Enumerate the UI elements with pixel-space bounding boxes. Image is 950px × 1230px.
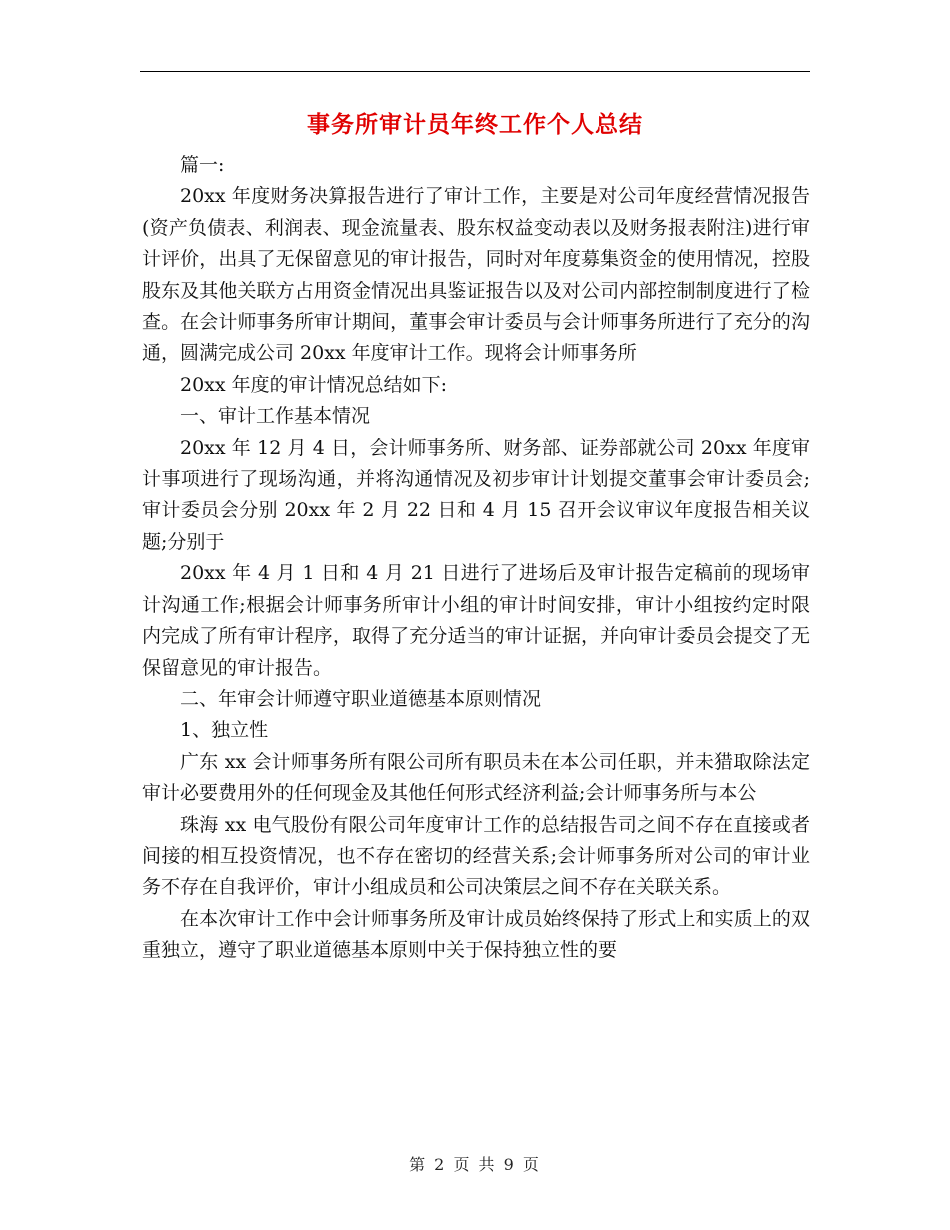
document-title: 事务所审计员年终工作个人总结 (307, 111, 643, 138)
paragraph-independence-2: 珠海 xx 电气股份有限公司年度审计工作的总结报告司之间不存在直接或者间接的相互投资情况，也不存在密切的经营关系;会计师事务所对公司的审计业务不存在自我评价，审计小组成员和公司决策层之间不存在关联关系。 (142, 813, 810, 899)
paragraph-independence-1: 广东 xx 会计师事务所有限公司所有职员未在本公司任职，并未猎取除法定审计必要费用外的任何现金及其他任何形式经济利益;会计师事务所与本公 (142, 750, 810, 805)
paragraph-basic-2: 20xx 年 4 月 1 日和 4 月 21 日进行了进场后及审计报告定稿前的现场审计沟通工作;根据会计师事务所审计小组的审计时间安排，审计小组按约定时限内完成了所有审计程序，取得了充分适当的审计证据，并向审计委员会提交了无保留意见的审计报告。 (142, 562, 810, 679)
paragraph-basic-1: 20xx 年 12 月 4 日，会计师事务所、财务部、证券部就公司 20xx 年度审计事项进行了现场沟通，并将沟通情况及初步审计计划提交董事会审计委员会;审计委员会分别 20xx 年 2 月 22 日和 4 月 15 召开会议审议年度报告相关议题;分别于 (142, 436, 810, 553)
document-body (142, 150, 810, 967)
paragraph-independence-3: 在本次审计工作中会计师事务所及审计成员始终保持了形式上和实质上的双重独立，遵守了职业道德基本原则中关于保持独立性的要 (142, 907, 810, 962)
header-rule (140, 71, 810, 72)
page-number: 第 2 页 共 9 页 (409, 1155, 541, 1174)
subsection-heading-independence: 1、独立性 (180, 719, 269, 742)
section-heading-ethics: 二、年审会计师遵守职业道德基本原则情况 (180, 687, 542, 710)
paragraph-intro: 20xx 年度财务决算报告进行了审计工作，主要是对公司年度经营情况报告(资产负债表、利润表、现金流量表、股东权益变动表以及财务报表附注)进行审计评价，出具了无保留意见的审计报告，同时对年度募集资金的使用情况，控股股东及其他关联方占用资金情况出具鉴证报告以及对公司内部控制制度进行了检查。在会计师事务所审计期间，董事会审计委员与会计师事务所进行了充分的沟通，圆满完成公司 20xx 年度审计工作。现将会计师事务所 (142, 185, 810, 365)
paragraph-summary-lead: 20xx 年度的审计情况总结如下: (180, 373, 448, 396)
paragraph-part-one: 篇一: (180, 154, 225, 176)
section-heading-basic: 一、审计工作基本情况 (180, 405, 371, 428)
